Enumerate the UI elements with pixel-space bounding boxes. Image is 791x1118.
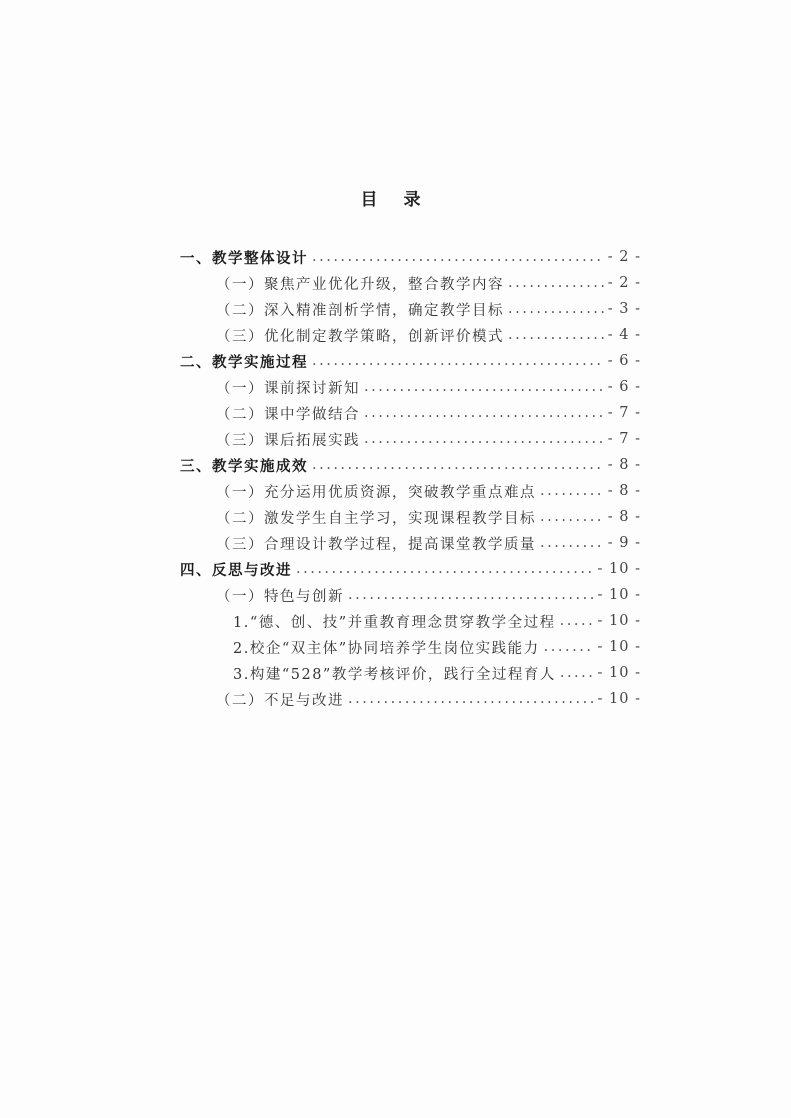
toc-entry[interactable] — [216, 504, 641, 530]
toc-entry-label: （二）深入精准剖析学情，确定教学目标 — [216, 302, 504, 319]
toc-entry-page-number: - 2 - — [607, 275, 641, 291]
toc-entry-page-number: - 9 - — [607, 535, 641, 551]
toc-entry-page-number: - 7 - — [607, 431, 641, 447]
toc-dot-leader — [544, 638, 594, 656]
toc-entry-label: 四、反思与改进 — [180, 561, 292, 579]
toc-entry[interactable] — [216, 530, 641, 556]
toc-entry-page-number: - 10 - — [597, 613, 641, 629]
toc-entry[interactable] — [216, 374, 641, 400]
toc-entry[interactable] — [216, 322, 641, 348]
toc-dot-leader — [348, 690, 594, 708]
toc-entry[interactable] — [216, 400, 641, 426]
toc-entry-label: （一）聚焦产业优化升级，整合教学内容 — [216, 276, 504, 293]
toc-dot-leader — [540, 482, 604, 500]
toc-entry-page-number: - 8 - — [607, 457, 641, 473]
toc-entry-label: （三）优化制定教学策略，创新评价模式 — [216, 328, 504, 345]
toc-entry[interactable] — [180, 452, 641, 478]
toc-dot-leader — [364, 378, 604, 396]
toc-entry[interactable] — [180, 244, 641, 270]
toc-entry-page-number: - 6 - — [607, 353, 641, 369]
toc-entry[interactable] — [180, 348, 641, 374]
toc-entry-page-number: - 8 - — [607, 509, 641, 525]
toc-entry[interactable] — [216, 426, 641, 452]
toc-entry[interactable] — [216, 270, 641, 296]
toc-dot-leader — [508, 300, 604, 318]
toc-dot-leader — [364, 430, 604, 448]
toc-entry-page-number: - 6 - — [607, 379, 641, 395]
toc-dot-leader — [312, 352, 604, 370]
toc-entry-label: 三、教学实施成效 — [180, 457, 308, 475]
toc-dot-leader — [312, 456, 604, 474]
toc-entry[interactable] — [216, 582, 641, 608]
toc-entry-page-number: - 10 - — [597, 665, 641, 681]
toc-entry-label: （二）激发学生自主学习，实现课程教学目标 — [216, 510, 536, 527]
toc-entry-label: （一）特色与创新 — [216, 588, 344, 605]
toc-entry[interactable] — [233, 634, 641, 660]
toc-entry[interactable] — [233, 608, 641, 634]
toc-entry-page-number: - 8 - — [607, 483, 641, 499]
toc-entry-page-number: - 4 - — [607, 327, 641, 343]
toc-dot-leader — [560, 664, 594, 682]
toc-entry-page-number: - 10 - — [597, 561, 641, 577]
toc-entry-label: （三）课后拓展实践 — [216, 432, 360, 449]
toc-entry-label: （一）充分运用优质资源，突破教学重点难点 — [216, 484, 536, 501]
toc-dot-leader — [508, 326, 604, 344]
toc-dot-leader — [508, 274, 604, 292]
toc-entry-label: （二）课中学做结合 — [216, 406, 360, 423]
toc-entry-label: （一）课前探讨新知 — [216, 380, 360, 397]
toc-dot-leader — [560, 612, 594, 630]
toc-entry-label: 一、教学整体设计 — [180, 249, 308, 267]
toc-entry-page-number: - 10 - — [597, 691, 641, 707]
toc-dot-leader — [364, 404, 604, 422]
toc-entry-label: （三）合理设计教学过程，提高课堂教学质量 — [216, 536, 536, 553]
toc-entry[interactable] — [216, 686, 641, 712]
toc-entry-page-number: - 10 - — [597, 639, 641, 655]
toc-entry-label: 3.构建“528”教学考核评价，践行全过程育人 — [233, 666, 556, 683]
toc-entry[interactable] — [233, 660, 641, 686]
toc-dot-leader — [540, 508, 604, 526]
toc-entry[interactable] — [216, 296, 641, 322]
toc-entry-page-number: - 3 - — [607, 301, 641, 317]
toc-dot-leader — [312, 248, 604, 266]
toc-entry-page-number: - 7 - — [607, 405, 641, 421]
toc-entry-label: 2.校企“双主体”协同培养学生岗位实践能力 — [233, 640, 540, 657]
toc-dot-leader — [348, 586, 594, 604]
toc-entry-label: （二）不足与改进 — [216, 692, 344, 709]
toc-entry-label: 1.“德、创、技”并重教育理念贯穿教学全过程 — [233, 614, 556, 631]
toc-dot-leader — [540, 534, 604, 552]
toc-entry[interactable] — [216, 478, 641, 504]
toc-entry-label: 二、教学实施过程 — [180, 353, 308, 371]
toc-entry-page-number: - 10 - — [597, 587, 641, 603]
toc-entry[interactable] — [180, 556, 641, 582]
toc-entry-page-number: - 2 - — [607, 249, 641, 265]
toc-title: 目 录 — [360, 190, 431, 210]
toc-dot-leader — [296, 560, 594, 578]
